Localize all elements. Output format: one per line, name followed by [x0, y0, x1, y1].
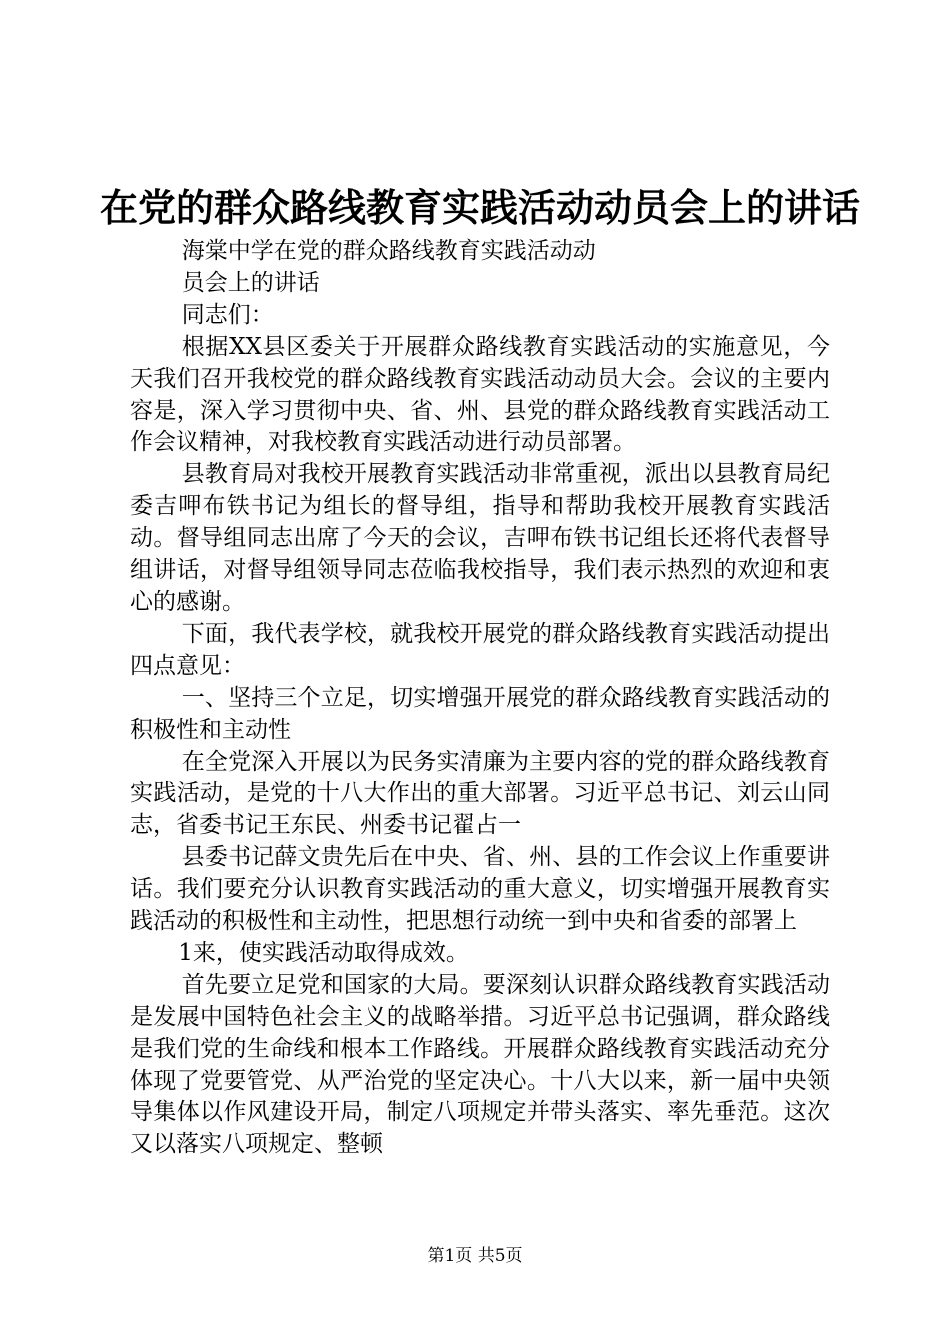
document-body [130, 236, 830, 1161]
paragraph: 下面，我代表学校，就我校开展党的群众路线教育实践活动提出四点意见： [130, 620, 830, 679]
section-heading: 一、坚持三个立足，切实增强开展党的群众路线教育实践活动的积极性和主动性 [130, 684, 830, 743]
paragraph: 县教育局对我校开展教育实践活动非常重视，派出以县教育局纪委吉呷布铁书记为组长的督导组，指导和帮助我校开展教育实践活动。督导组同志出席了今天的会议，吉呷布铁书记组长还将代表督导组讲话，对督导组领导同志莅临我校指导，我们表示热烈的欢迎和衷心的感谢。 [130, 461, 830, 615]
subtitle-line-2: 员会上的讲话 [181, 269, 320, 296]
paragraph: 首先要立足党和国家的大局。要深刻认识群众路线教育实践活动是发展中国特色社会主义的战略举措。习近平总书记强调，群众路线是我们党的生命线和根本工作路线。开展群众路线教育实践活动充分体现了党要管党、从严治党的坚定决心。十八大以来，新一届中央领导集体以作风建设开局，制定八项规定并带头落实、率先垂范。这次又以落实八项规定、整顿 [130, 971, 830, 1158]
document-title: 在党的群众路线教育实践活动动员会上的讲话 [100, 185, 861, 230]
paragraph: 在全党深入开展以为民务实清廉为主要内容的党的群众路线教育实践活动，是党的十八大作出的重大部署。习近平总书记、刘云山同志，省委书记王东民、州委书记翟占一 [130, 748, 830, 839]
page-indicator: 第1页 共5页 [427, 1246, 523, 1266]
paragraph: 根据XX县区委关于开展群众路线教育实践活动的实施意见，今天我们召开我校党的群众路线教育实践活动动员大会。会议的主要内容是，深入学习贯彻中央、省、州、县党的群众路线教育实践活动工作会议精神，对我校教育实践活动进行动员部署。 [130, 333, 830, 456]
salutation: 同志们： [181, 301, 274, 328]
subtitle-line-1: 海棠中学在党的群众路线教育实践活动动 [181, 238, 596, 264]
paragraph: 县委书记薛文贵先后在中央、省、州、县的工作会议上作重要讲话。我们要充分认识教育实践活动的重大意义，切实增强开展教育实践活动的积极性和主动性，把思想行动统一到中央和省委的部署上 [130, 844, 830, 935]
paragraph: 1来，使实践活动取得成效。 [178, 939, 469, 966]
